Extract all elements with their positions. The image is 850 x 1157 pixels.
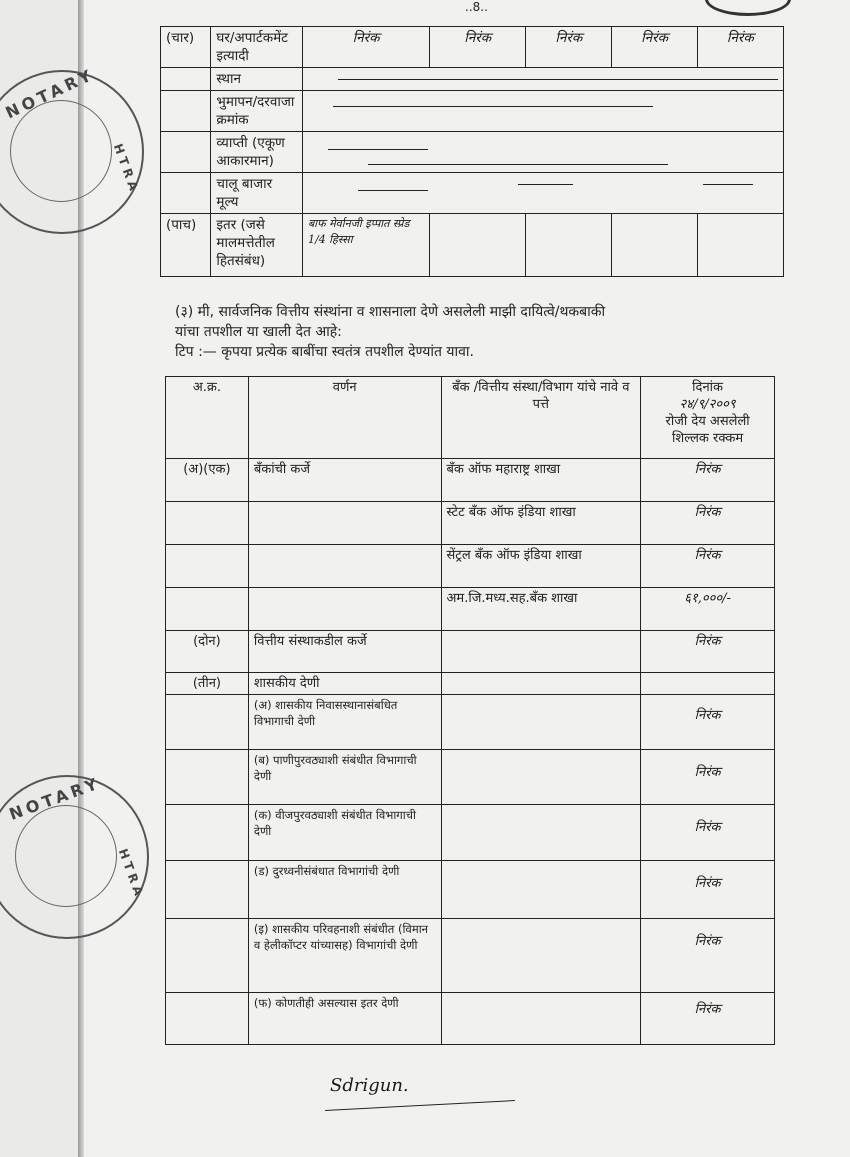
row-bank: [441, 673, 641, 695]
row-amount: निरंक: [641, 631, 775, 673]
hand-stroke: [368, 164, 668, 165]
row-description: (फ) कोणतीही असल्यास इतर देणी: [248, 993, 441, 1045]
row-description: [248, 588, 441, 631]
table-row: [166, 993, 775, 1045]
row-number: [161, 173, 211, 214]
empty-cell: [430, 214, 526, 277]
row-number: [161, 68, 211, 91]
row-bank: [441, 805, 641, 861]
row-bank: [441, 750, 641, 805]
header-date-value: २४/९/२००९: [679, 397, 736, 412]
table-row: [161, 68, 784, 91]
row-amount: निरंक: [641, 993, 775, 1045]
row-amount: निरंक: [641, 861, 775, 919]
row-number: (अ)(एक): [166, 459, 249, 502]
row-number: [166, 805, 249, 861]
table-row: [161, 214, 784, 277]
row-description: (ड) दुरध्वनीसंबंधात विभागांची देणी: [248, 861, 441, 919]
row-label: स्थान: [211, 68, 303, 91]
table-row: [166, 631, 775, 673]
header-date-label: दिनांक: [692, 380, 724, 395]
row-description: [248, 545, 441, 588]
row-bank: [441, 631, 641, 673]
row-bank: बॅंक ऑफ महाराष्ट्र शाखा: [441, 459, 641, 502]
row-amount: निरंक: [641, 805, 775, 861]
handwritten-value: निरंक: [302, 27, 429, 68]
table-row: [166, 695, 775, 750]
row-bank: सेंट्रल बॅंक ऑफ इंडिया शाखा: [441, 545, 641, 588]
row-bank: अम.जि.मध्य.सह.बॅंक शाखा: [441, 588, 641, 631]
dash-cell: [302, 68, 783, 91]
hand-stroke: [328, 149, 428, 150]
header-description: वर्णन: [248, 377, 441, 459]
table-row: [166, 919, 775, 993]
hand-stroke: [358, 190, 428, 191]
row-bank: [441, 695, 641, 750]
row-amount: निरंक: [641, 545, 775, 588]
row-number: (तीन): [166, 673, 249, 695]
table-row: [161, 91, 784, 132]
table-row: [166, 545, 775, 588]
empty-cell: [612, 214, 697, 277]
row-label: भुमापन/दरवाजा क्रमांक: [211, 91, 303, 132]
table-row: [166, 750, 775, 805]
row-number: (पाच): [161, 214, 211, 277]
header-amount: [641, 377, 775, 459]
row-number: [166, 502, 249, 545]
table-row: [161, 132, 784, 173]
liabilities-table: [165, 376, 775, 1045]
handwritten-value: निरंक: [526, 27, 612, 68]
notary-stamp-bottom: [0, 775, 149, 939]
table-row: [166, 502, 775, 545]
row-amount: निरंक: [641, 459, 775, 502]
header-amount-label: रोजी देय असलेली शिल्लक रक्कम: [665, 414, 750, 446]
table-row: [161, 173, 784, 214]
row-number: [161, 132, 211, 173]
header-bank: बॅंक /वित्तीय संस्था/विभाग यांचे नावे व पत्ते: [441, 377, 641, 459]
row-number: (दोन): [166, 631, 249, 673]
row-amount: निरंक: [641, 919, 775, 993]
row-amount: निरंक: [641, 750, 775, 805]
row-number: [161, 91, 211, 132]
table-row: [166, 673, 775, 695]
row-description: बॅंकांची कर्जे: [248, 459, 441, 502]
row-number: [166, 588, 249, 631]
handwritten-value: बाफ मेर्वानजी इप्पात स्प्रेड 1/4 हिस्सा: [302, 214, 429, 277]
row-label: चालू बाजार मूल्य: [211, 173, 303, 214]
row-amount: [641, 673, 775, 695]
table-header-row: [166, 377, 775, 459]
row-description: (क) वीजपुरवठ्याशी संबंधीत विभागाची देणी: [248, 805, 441, 861]
handwritten-value: निरंक: [430, 27, 526, 68]
handwritten-value: निरंक: [697, 27, 783, 68]
para-line: यांचा तपशील या खाली देत आहे:: [175, 324, 342, 340]
row-label: इतर (जसे मालमत्तेतील हितसंबंध): [211, 214, 303, 277]
row-amount: निरंक: [641, 502, 775, 545]
para-line: (३) मी, सार्वजनिक वित्तीय संस्थांना व शासनाला देणे असलेली माझी दायित्वे/थकबाकी: [175, 304, 606, 320]
row-number: [166, 993, 249, 1045]
hand-stroke: [703, 184, 753, 185]
handwritten-value: निरंक: [612, 27, 697, 68]
row-bank: [441, 861, 641, 919]
hand-stroke: [333, 106, 653, 107]
liabilities-intro: [175, 302, 775, 362]
row-description: (ब) पाणीपुरवठ्याशी संबंधीत विभागाची देणी: [248, 750, 441, 805]
page-top-mark: ..8..: [465, 0, 488, 14]
stamp-side-text: HTRA: [110, 141, 142, 197]
row-amount: ६१,०००/-: [641, 588, 775, 631]
signature: Sdrigun.: [330, 1075, 409, 1096]
dash-cell: [302, 132, 783, 173]
table-row: [166, 861, 775, 919]
table-row: [166, 588, 775, 631]
row-bank: [441, 919, 641, 993]
row-description: वित्तीय संस्थाकडील कर्जे: [248, 631, 441, 673]
stamp-inner-ring: [15, 805, 117, 907]
row-number: (चार): [161, 27, 211, 68]
row-description: (अ) शासकीय निवासस्थानासंबधित विभागाची देणी: [248, 695, 441, 750]
hand-stroke: [518, 184, 573, 185]
row-number: [166, 919, 249, 993]
corner-stamp-mark: [705, 0, 791, 16]
table-row: [166, 459, 775, 502]
property-table: [160, 26, 784, 277]
empty-cell: [526, 214, 612, 277]
row-number: [166, 545, 249, 588]
header-serial: अ.क्र.: [166, 377, 249, 459]
para-note: टिप :— कृपया प्रत्येक बाबींचा स्वतंत्र तपशील देण्यांत यावा.: [175, 344, 474, 360]
row-bank: स्टेट बॅंक ऑफ इंडिया शाखा: [441, 502, 641, 545]
hand-stroke: [338, 79, 778, 80]
notary-stamp-top: [0, 64, 144, 234]
row-amount: निरंक: [641, 695, 775, 750]
stamp-side-text: HTRA: [115, 846, 147, 902]
signature-underline: [325, 1100, 515, 1111]
row-description: शासकीय देणी: [248, 673, 441, 695]
stamp-word: NOTARY: [6, 773, 104, 824]
row-number: [166, 695, 249, 750]
empty-cell: [697, 214, 783, 277]
row-label: व्याप्ती (एकूण आकारमान): [211, 132, 303, 173]
row-number: [166, 861, 249, 919]
table-row: [166, 805, 775, 861]
row-bank: [441, 993, 641, 1045]
row-label: घर/अपार्टकमेंट इत्यादी: [211, 27, 303, 68]
row-number: [166, 750, 249, 805]
dash-cell: [302, 173, 783, 214]
table-row: [161, 27, 784, 68]
row-description: (इ) शासकीय परिवहनाशी संबंधीत (विमान व हेलीकॉप्टर यांच्यासह) विभागांची देणी: [248, 919, 441, 993]
row-description: [248, 502, 441, 545]
dash-cell: [302, 91, 783, 132]
stamp-word: NOTARY: [2, 64, 98, 123]
